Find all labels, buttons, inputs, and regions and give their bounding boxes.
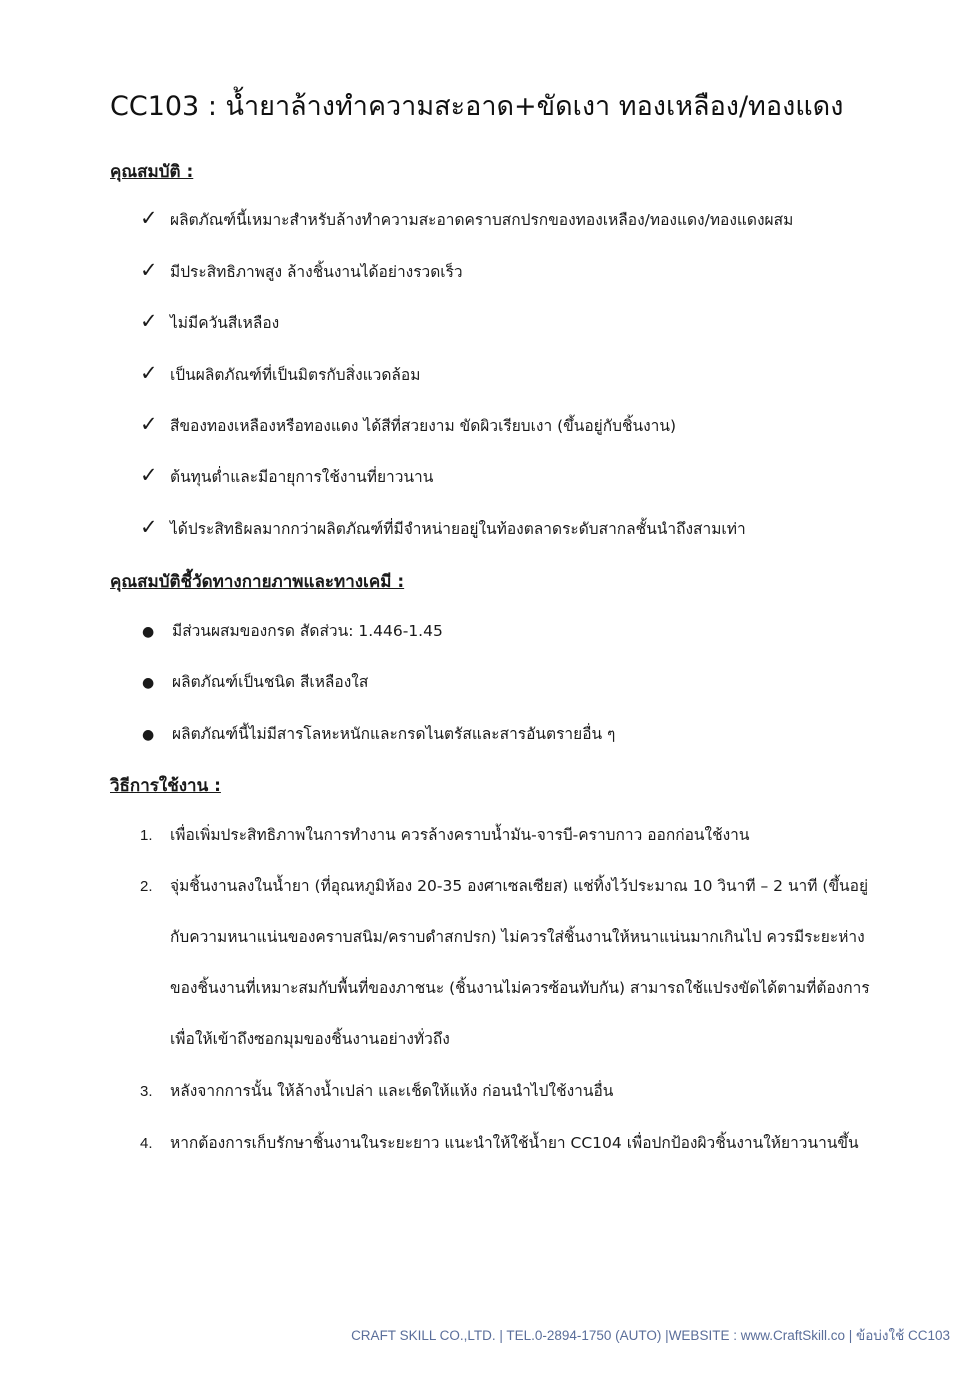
- checkmark-icon: ✓: [140, 412, 158, 436]
- property-item: [140, 296, 279, 349]
- document-title: CC103 : น้ำยาล้างทำความสะอาด+ขัดเงา ทองเหลือง/ทองแดง: [110, 91, 844, 122]
- step-number: 4.: [140, 1135, 153, 1152]
- property-item: [140, 193, 793, 246]
- spec-item: [140, 606, 443, 658]
- property-text: ได้ประสิทธิผลมากกว่าผลิตภัณฑ์ที่มีจำหน่ายอยู่ในท้องตลาดระดับสากลชั้นนำถึงสามเท่า: [170, 520, 746, 538]
- usage-step: [140, 1118, 859, 1169]
- spec-text: ผลิตภัณฑ์นี้ไม่มีสารโลหะหนักและกรดไนตรัสและสารอันตรายอื่น ๆ: [172, 725, 616, 743]
- step-text: เพื่อเพิ่มประสิทธิภาพในการทำงาน ควรล้างคราบน้ำมัน-จารบี-คราบกาว ออกก่อนใช้งาน: [170, 826, 750, 844]
- bullet-icon: ●: [142, 624, 155, 640]
- property-text: เป็นผลิตภัณฑ์ที่เป็นมิตรกับสิ่งแวดล้อม: [170, 366, 421, 384]
- bullet-icon: ●: [142, 675, 155, 691]
- properties-heading: คุณสมบัติ :: [110, 162, 194, 182]
- usage-step: [140, 810, 749, 861]
- property-item: [140, 245, 463, 298]
- usage-step: [140, 861, 868, 912]
- step-text-continued: ของชิ้นงานที่เหมาะสมกับพื้นที่ของภาชนะ (ชิ้นงานไม่ควรซ้อนทับกัน) สามารถใช้แปรงขัดได้ตามที่ต้องการ: [170, 979, 870, 997]
- step-number: 1.: [140, 827, 153, 844]
- usage-step: [140, 1066, 613, 1117]
- spec-item: [140, 657, 368, 709]
- step-text: หากต้องการเก็บรักษาชิ้นงานในระยะยาว แนะนำให้ใช้น้ำยา CC104 เพื่อปกป้องผิวชิ้นงานให้ยาวนานขึ้น: [170, 1134, 859, 1152]
- spec-item: [140, 709, 615, 761]
- bullet-icon: ●: [142, 727, 155, 743]
- property-text: สีของทองเหลืองหรือทองแดง ได้สีที่สวยงาม ขัดผิวเรียบเงา (ขึ้นอยู่กับชิ้นงาน): [170, 417, 676, 435]
- usage-heading: วิธีการใช้งาน :: [110, 776, 221, 796]
- checkmark-icon: ✓: [140, 361, 158, 385]
- checkmark-icon: ✓: [140, 515, 158, 539]
- property-item: [140, 399, 676, 452]
- step-text: หลังจากการนั้น ให้ล้างน้ำเปล่า และเช็ดให้แห้ง ก่อนนำไปใช้งานอื่น: [170, 1082, 614, 1100]
- step-text-continued: เพื่อให้เข้าถึงซอกมุมของชิ้นงานอย่างทั่วถึง: [170, 1030, 450, 1048]
- specs-heading: คุณสมบัติชี้วัดทางกายภาพและทางเคมี :: [110, 572, 405, 592]
- step-number: 2.: [140, 878, 153, 895]
- spec-text: มีส่วนผสมของกรด สัดส่วน: 1.446-1.45: [172, 622, 443, 640]
- checkmark-icon: ✓: [140, 463, 158, 487]
- step-number: 3.: [140, 1083, 153, 1100]
- page-footer: CRAFT SKILL CO.,LTD. | TEL.0-2894-1750 (AUTO) |WEBSITE : www.CraftSkill.co | ข้อบ่งใช้ CC103: [351, 1328, 950, 1343]
- property-text: ผลิตภัณฑ์นี้เหมาะสำหรับล้างทำความสะอาดคราบสกปรกของทองเหลือง/ทองแดง/ทองแดงผสม: [170, 211, 794, 229]
- checkmark-icon: ✓: [140, 206, 158, 230]
- property-text: มีประสิทธิภาพสูง ล้างชิ้นงานได้อย่างรวดเร็ว: [170, 263, 463, 281]
- step-text: จุ่มชิ้นงานลงในน้ำยา (ที่อุณหภูมิห้อง 20-35 องศาเซลเซียส) แช่ทิ้งไว้ประมาณ 10 วินาที – 2 นาที (ขึ้นอยู่: [170, 877, 869, 895]
- property-text: ต้นทุนต่ำและมีอายุการใช้งานที่ยาวนาน: [170, 468, 434, 486]
- checkmark-icon: ✓: [140, 258, 158, 282]
- property-item: [140, 502, 746, 555]
- checkmark-icon: ✓: [140, 309, 158, 333]
- property-item: [140, 348, 420, 401]
- property-item: [140, 450, 433, 503]
- step-text-continued: กับความหนาแน่นของคราบสนิม/คราบดำสกปรก) ไม่ควรใส่ชิ้นงานให้หนาแน่นมากเกินไป ควรมีระยะห่าง: [170, 928, 865, 946]
- spec-text: ผลิตภัณฑ์เป็นชนิด สีเหลืองใส: [172, 673, 369, 691]
- property-text: ไม่มีควันสีเหลือง: [170, 314, 280, 332]
